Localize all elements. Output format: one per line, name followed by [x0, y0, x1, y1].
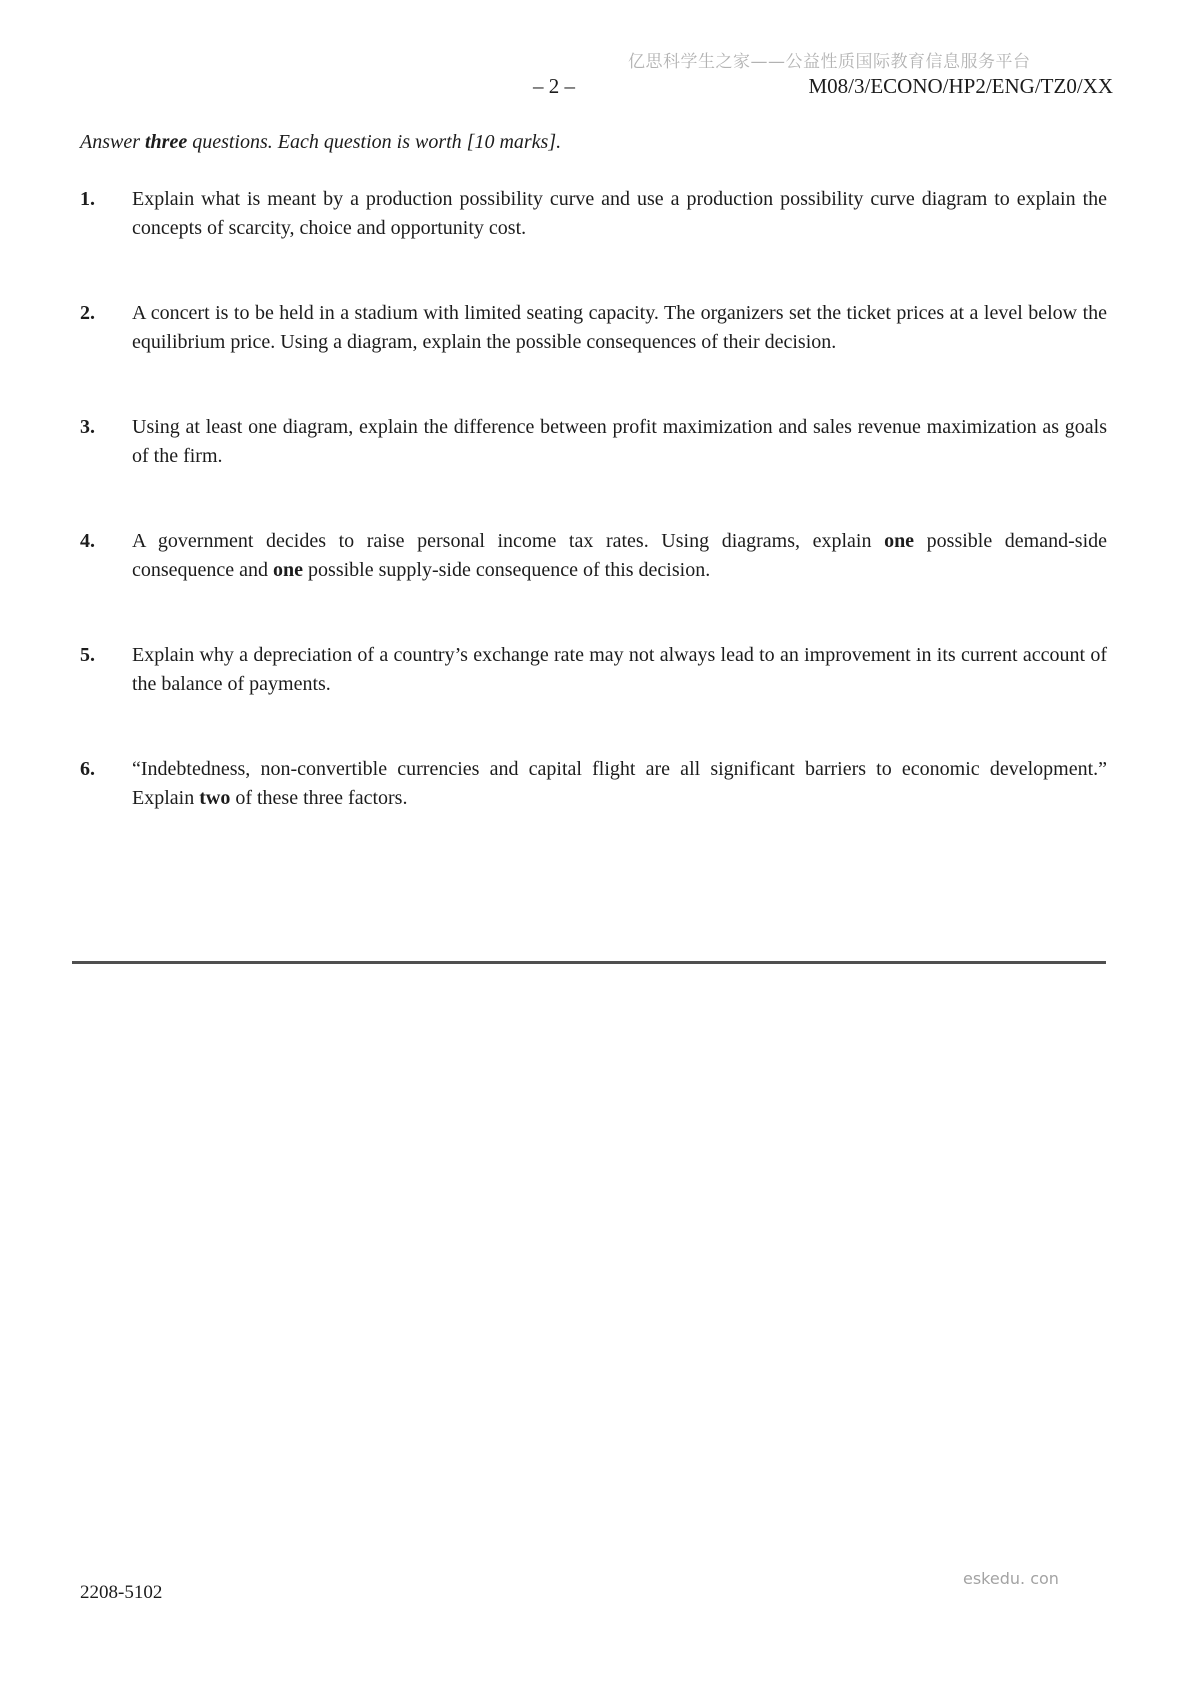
- exam-session-code: 2208-5102: [80, 1582, 163, 1603]
- question-number: 3.: [80, 416, 95, 438]
- question-number: 1.: [80, 188, 95, 210]
- text-segment: Explain what is meant by a production possibility curve and use a production possibility curve diagram to explain the concepts of scarcity, choice and opportunity cost.: [132, 188, 1107, 239]
- question-text: [132, 527, 1107, 585]
- text-segment: Answer: [80, 131, 145, 153]
- question-list: [80, 185, 1107, 813]
- text-segment: A concert is to be held in a stadium with limited seating capacity. The organizers set the ticket prices at a level below the equilibrium price. Using a diagram, explain the possible consequences of their decision.: [132, 302, 1107, 353]
- question-number: 4.: [80, 530, 95, 552]
- answer-instruction: [80, 128, 1107, 157]
- question-item: [80, 641, 1107, 699]
- text-segment: Using at least one diagram, explain the difference between profit maximization and sales revenue maximization as goals of the firm.: [132, 416, 1107, 467]
- text-segment: possible demand-side consequence and: [132, 530, 1107, 581]
- question-text: [132, 755, 1107, 813]
- question-item: [80, 299, 1107, 357]
- chinese-watermark: 亿思科学生之家——公益性质国际教育信息服务平台: [628, 52, 1031, 72]
- paper-code: M08/3/ECONO/HP2/ENG/TZ0/XX: [808, 74, 1113, 98]
- question-text: [132, 641, 1107, 699]
- question-text: [132, 185, 1107, 243]
- question-item: [80, 527, 1107, 585]
- text-segment: A government decides to raise personal income tax rates. Using diagrams, explain: [132, 530, 885, 552]
- bold-keyword: three: [145, 131, 188, 153]
- text-segment: “Indebtedness, non-convertible currencies and capital flight are all significant barriers to economic development.” Explain: [132, 758, 1107, 809]
- question-text: [132, 413, 1107, 471]
- text-segment: of these three factors.: [230, 787, 408, 809]
- page-number: – 2 –: [533, 74, 575, 98]
- divider-rule: [72, 961, 1106, 964]
- bold-keyword: one: [884, 530, 915, 552]
- question-text: [132, 299, 1107, 357]
- question-item: [80, 755, 1107, 813]
- question-number: 6.: [80, 758, 95, 780]
- question-paper-body: [80, 128, 1107, 869]
- text-segment: possible supply-side consequence of this decision.: [303, 559, 711, 581]
- bold-keyword: two: [199, 787, 231, 809]
- text-segment: questions. Each question is worth [10 marks].: [187, 131, 562, 153]
- text-segment: Explain why a depreciation of a country’s exchange rate may not always lead to an improvement in its current account of the balance of payments.: [132, 644, 1107, 695]
- question-item: [80, 185, 1107, 243]
- question-item: [80, 413, 1107, 471]
- site-watermark: eskedu. con: [963, 1569, 1059, 1588]
- question-number: 5.: [80, 644, 95, 666]
- question-number: 2.: [80, 302, 95, 324]
- bold-keyword: one: [273, 559, 304, 581]
